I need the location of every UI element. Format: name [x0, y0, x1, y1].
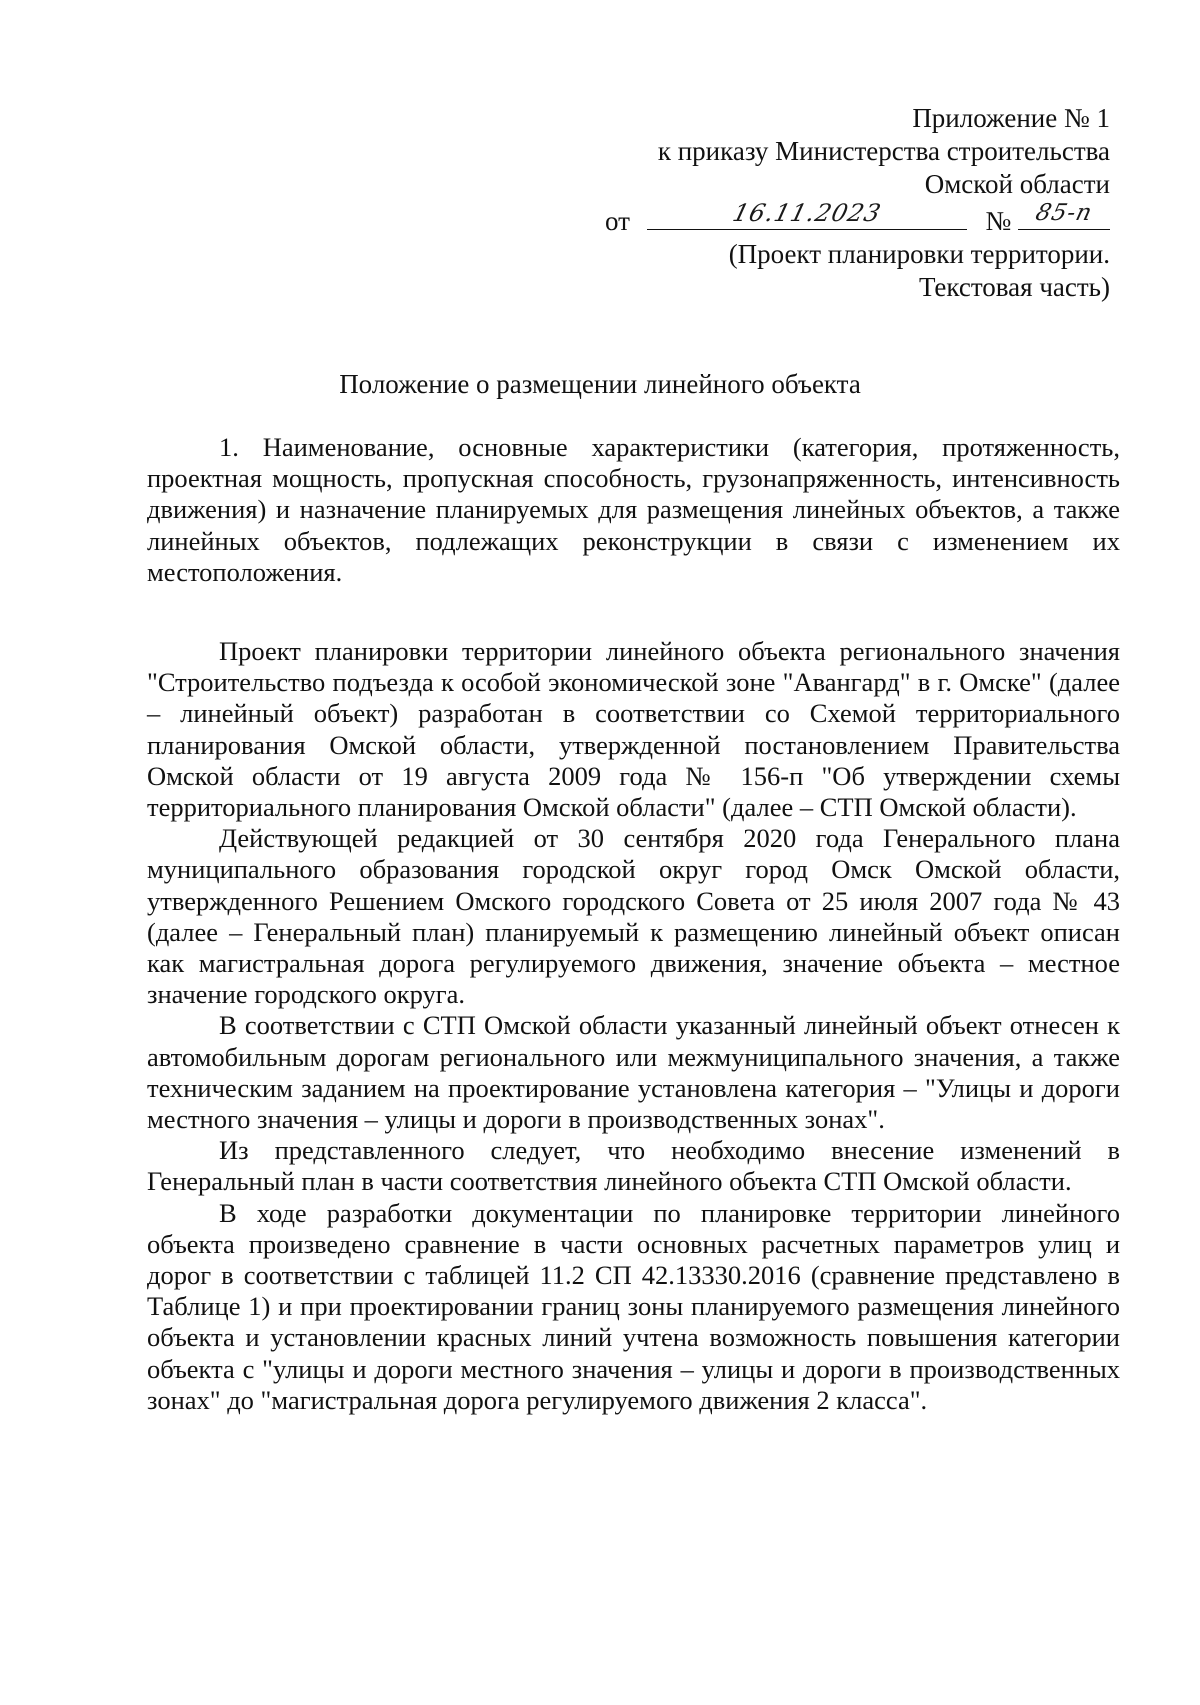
appendix-header — [550, 102, 1110, 304]
handwritten-date: 16.11.2023 — [729, 199, 885, 227]
region-name: Омской области — [924, 169, 1110, 199]
document-body — [147, 432, 1120, 1416]
number-label: № — [985, 206, 1012, 236]
body-paragraph: В ходе разработки документации по планировке территории линейного объекта произведено сравнение в части основных расчетных параметров улиц и дорог в соответствии с таблицей 11.2 СП 42.13330.2016 (сравнение представлено в Таблице 1) и при проектировании границ зоны планируемого размещения линейного объекта и установлении красных линий учтена возможность повышения категории объекта с "улицы и дороги местного значения – улицы и дороги в производственных зонах" до "магистральная дорога регулируемого движения 2 класса". — [147, 1197, 1120, 1415]
body-paragraph: Из представленного следует, что необходимо внесение изменений в Генеральный план в части соответствия линейного объекта СТП Омской области. — [147, 1135, 1120, 1197]
section-heading-paragraph: 1. Наименование, основные характеристики (категория, протяженность, проектная мощность, пропускная способность, грузонапряженность, интенсивность движения) и назначение планируемых для размещения линейных объектов, а также линейных объектов, подлежащих реконструкции в связи с изменением их местоположения. — [147, 432, 1120, 587]
body-paragraph: В соответствии с СТП Омской области указанный линейный объект отнесен к автомобильным дорогам регионального или межмуниципального значения, а также техническим заданием на проектирование установлена категория – "Улицы и дороги местного значения – улицы и дороги в производственных зонах". — [147, 1010, 1120, 1135]
handwritten-number: 85-п — [1032, 200, 1096, 226]
body-paragraph: Действующей редакцией от 30 сентября 2020 года Генерального плана муниципального образования городской округ город Омск Омской области, утвержденного Решением Омского городского Совета от 25 июля 2007 года № 43 (далее – Генеральный план) планируемый к размещению линейный объект описан как магистральная дорога регулируемого движения, значение объекта – местное значение городского округа. — [147, 823, 1120, 1010]
appendix-number: Приложение № 1 — [912, 103, 1110, 133]
date-number-row — [550, 201, 1110, 238]
number-field — [1018, 201, 1110, 230]
date-field — [647, 201, 967, 230]
project-note-line2: Текстовая часть) — [918, 272, 1110, 302]
project-note-line1: (Проект планировки территории. — [728, 239, 1110, 269]
date-prefix: от — [605, 206, 630, 236]
order-reference: к приказу Министерства строительства — [657, 136, 1110, 166]
body-paragraph: Проект планировки территории линейного объекта регионального значения "Строительство подъезда к особой экономической зоне "Авангард" в г. Омске" (далее – линейный объект) разработан в соответствии со Схемой территориального планирования Омской области, утвержденной постановлением Правительства Омской области от 19 августа 2009 года № 156-п "Об утверждении схемы территориального планирования Омской области" (далее – СТП Омской области). — [147, 636, 1120, 823]
document-title: Положение о размещении линейного объекта — [339, 369, 861, 399]
